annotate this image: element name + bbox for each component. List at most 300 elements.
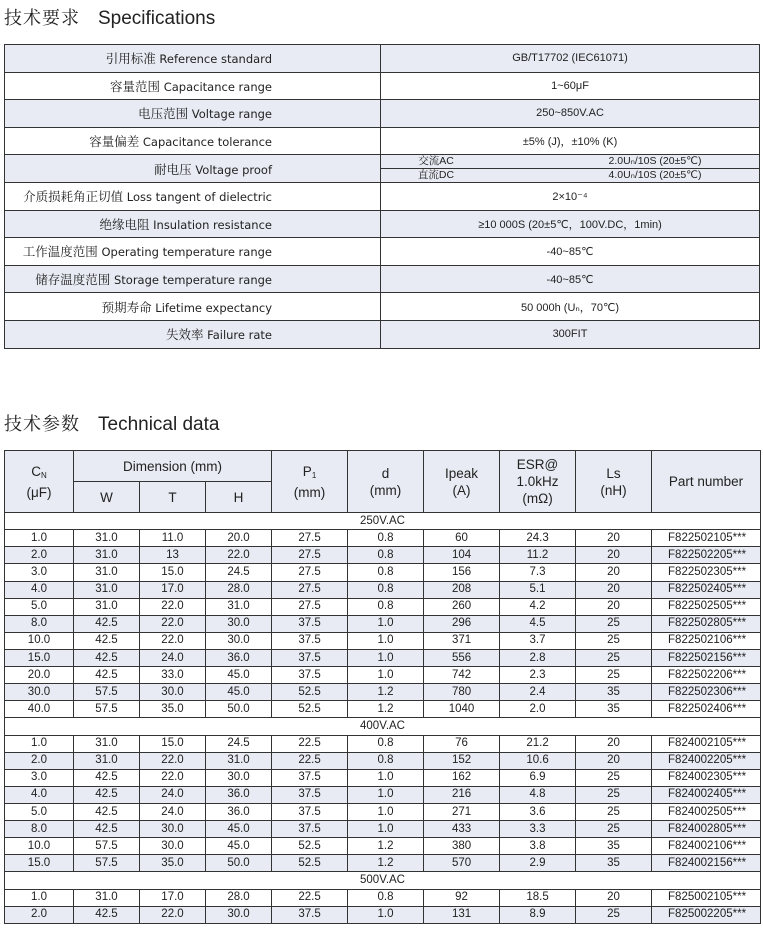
cell-w: 42.5 xyxy=(74,786,140,803)
cell-esr: 4.5 xyxy=(500,615,576,632)
specifications-table xyxy=(4,44,760,349)
spec-label-en: Reference standard xyxy=(159,52,272,67)
spec-label-en: Insulation resistance xyxy=(153,217,272,232)
table-row xyxy=(5,701,761,718)
spec-value: 300FIT xyxy=(381,320,760,348)
spec-row xyxy=(5,265,760,293)
cell-ipeak: 556 xyxy=(424,649,500,666)
voltage-group-label: 500V.AC xyxy=(5,872,761,889)
cell-capacitance: 15.0 xyxy=(5,649,74,666)
table-row xyxy=(5,632,761,649)
cell-ls: 25 xyxy=(576,632,652,649)
header-esr xyxy=(500,451,576,513)
cell-p1: 52.5 xyxy=(272,855,348,872)
cell-d: 1.0 xyxy=(348,821,424,838)
header-p1-symbol: P xyxy=(302,463,312,479)
cell-esr: 3.6 xyxy=(500,804,576,821)
table-row xyxy=(5,581,761,598)
cell-capacitance: 5.0 xyxy=(5,804,74,821)
cell-h: 36.0 xyxy=(206,649,272,666)
cell-h: 30.0 xyxy=(206,769,272,786)
cell-part-number: F824002805*** xyxy=(652,821,761,838)
cell-esr: 5.1 xyxy=(500,581,576,598)
table-row xyxy=(5,838,761,855)
table-row xyxy=(5,684,761,701)
cell-d: 0.8 xyxy=(348,547,424,564)
table-row xyxy=(5,821,761,838)
header-ls-unit: (nH) xyxy=(600,482,627,498)
table-row xyxy=(5,598,761,615)
cell-h: 24.5 xyxy=(206,564,272,581)
cell-capacitance: 3.0 xyxy=(5,564,74,581)
spec-label-en: Capacitance tolerance xyxy=(142,135,272,150)
spec-row xyxy=(5,320,760,348)
cell-h: 50.0 xyxy=(206,701,272,718)
cell-t: 22.0 xyxy=(140,769,206,786)
header-d-symbol: d xyxy=(381,465,390,481)
voltage-group-label: 400V.AC xyxy=(5,718,761,735)
spec-label-cn: 预期寿命 xyxy=(101,299,152,315)
cell-part-number: F822502505*** xyxy=(652,598,761,615)
header-ipeak xyxy=(424,451,500,513)
cell-part-number: F822502305*** xyxy=(652,564,761,581)
cell-part-number: F824002505*** xyxy=(652,804,761,821)
cell-h: 31.0 xyxy=(206,598,272,615)
cell-t: 22.0 xyxy=(140,906,206,923)
cell-h: 45.0 xyxy=(206,838,272,855)
cell-w: 42.5 xyxy=(74,804,140,821)
spec-label-cn: 失效率 xyxy=(165,327,204,343)
spec-row xyxy=(5,238,760,266)
cell-d: 1.2 xyxy=(348,684,424,701)
spec-row xyxy=(5,293,760,321)
cell-capacitance: 30.0 xyxy=(5,684,74,701)
cell-ipeak: 216 xyxy=(424,786,500,803)
table-row xyxy=(5,769,761,786)
spec-label-en: Failure rate xyxy=(207,328,272,343)
header-ls xyxy=(576,451,652,513)
cell-capacitance: 1.0 xyxy=(5,735,74,752)
cell-ls: 20 xyxy=(576,752,652,769)
cell-d: 1.2 xyxy=(348,838,424,855)
cell-w: 31.0 xyxy=(74,735,140,752)
cell-part-number: F822502406*** xyxy=(652,701,761,718)
table-row xyxy=(5,649,761,666)
header-p1-unit: (mm) xyxy=(293,484,326,500)
header-p1 xyxy=(272,451,348,513)
cell-p1: 37.5 xyxy=(272,667,348,684)
spec-value: 250~850V.AC xyxy=(381,100,760,128)
header-esr-unit: (mΩ) xyxy=(522,491,553,506)
cell-capacitance: 40.0 xyxy=(5,701,74,718)
cell-capacitance: 1.0 xyxy=(5,889,74,906)
cell-capacitance: 5.0 xyxy=(5,598,74,615)
cell-p1: 52.5 xyxy=(272,684,348,701)
cell-d: 0.8 xyxy=(348,581,424,598)
spec-label-en: Lifetime expectancy xyxy=(155,300,272,315)
cell-part-number: F825002105*** xyxy=(652,889,761,906)
header-h: H xyxy=(206,482,272,513)
cell-ls: 25 xyxy=(576,667,652,684)
table-row xyxy=(5,786,761,803)
cell-capacitance: 8.0 xyxy=(5,821,74,838)
spec-label-cn: 容量范围 xyxy=(110,78,161,94)
spec-value: -40~85℃ xyxy=(381,238,760,266)
voltage-group-row xyxy=(5,872,761,889)
spec-label-cn: 容量偏差 xyxy=(89,134,140,150)
cell-t: 24.0 xyxy=(140,786,206,803)
cell-ipeak: 271 xyxy=(424,804,500,821)
voltage-proof-type: 直流DC xyxy=(417,169,455,182)
cell-ipeak: 380 xyxy=(424,838,500,855)
cell-ipeak: 570 xyxy=(424,855,500,872)
spec-label-cn: 引用标准 xyxy=(105,51,156,67)
spec-label-cn: 介质损耗角正切值 xyxy=(23,189,124,205)
cell-w: 42.5 xyxy=(74,667,140,684)
cell-ls: 20 xyxy=(576,598,652,615)
cell-d: 1.2 xyxy=(348,701,424,718)
table-row xyxy=(5,547,761,564)
cell-ipeak: 780 xyxy=(424,684,500,701)
cell-w: 31.0 xyxy=(74,598,140,615)
spec-label-cn: 耐电压 xyxy=(154,161,192,177)
cell-w: 31.0 xyxy=(74,547,140,564)
spec-label-en: Capacitance range xyxy=(163,79,272,94)
cell-ls: 20 xyxy=(576,581,652,598)
cell-esr: 3.7 xyxy=(500,632,576,649)
cell-esr: 8.9 xyxy=(500,906,576,923)
table-row xyxy=(5,564,761,581)
cell-w: 57.5 xyxy=(74,855,140,872)
spec-value: GB/T17702 (IEC61071) xyxy=(381,45,760,73)
spec-label xyxy=(5,265,381,293)
cell-t: 35.0 xyxy=(140,701,206,718)
cell-part-number: F824002205*** xyxy=(652,752,761,769)
technical-data-header xyxy=(5,451,761,513)
cell-d: 1.0 xyxy=(348,786,424,803)
spec-label xyxy=(5,182,381,210)
cell-esr: 2.9 xyxy=(500,855,576,872)
cell-esr: 4.8 xyxy=(500,786,576,803)
cell-t: 22.0 xyxy=(140,752,206,769)
cell-ipeak: 260 xyxy=(424,598,500,615)
spec-label xyxy=(5,100,381,128)
cell-p1: 52.5 xyxy=(272,701,348,718)
cell-d: 1.2 xyxy=(348,855,424,872)
cell-h: 45.0 xyxy=(206,667,272,684)
cell-t: 24.0 xyxy=(140,649,206,666)
spec-row xyxy=(5,45,760,73)
cell-capacitance: 15.0 xyxy=(5,855,74,872)
header-esr-line2: 1.0kHz xyxy=(516,474,559,489)
header-t: T xyxy=(140,482,206,513)
cell-w: 42.5 xyxy=(74,649,140,666)
cell-p1: 37.5 xyxy=(272,649,348,666)
cell-p1: 37.5 xyxy=(272,632,348,649)
cell-capacitance: 4.0 xyxy=(5,786,74,803)
spec-label-cn: 绝缘电阻 xyxy=(99,216,150,232)
cell-esr: 11.2 xyxy=(500,547,576,564)
cell-esr: 2.8 xyxy=(500,649,576,666)
cell-p1: 22.5 xyxy=(272,752,348,769)
cell-ipeak: 131 xyxy=(424,906,500,923)
cell-h: 28.0 xyxy=(206,581,272,598)
cell-p1: 27.5 xyxy=(272,547,348,564)
spec-value: -40~85℃ xyxy=(381,265,760,293)
cell-p1: 37.5 xyxy=(272,786,348,803)
technical-data-body xyxy=(5,513,761,924)
cell-esr: 2.3 xyxy=(500,667,576,684)
voltage-proof-row xyxy=(381,168,759,182)
spec-value: ±5% (J)，±10% (K) xyxy=(381,127,760,155)
table-row xyxy=(5,889,761,906)
cell-w: 57.5 xyxy=(74,684,140,701)
cell-esr: 2.4 xyxy=(500,684,576,701)
cell-d: 0.8 xyxy=(348,735,424,752)
cell-d: 0.8 xyxy=(348,889,424,906)
cell-ipeak: 104 xyxy=(424,547,500,564)
cell-w: 42.5 xyxy=(74,906,140,923)
spec-label-en: Loss tangent of dielectric xyxy=(126,190,272,205)
cell-w: 31.0 xyxy=(74,564,140,581)
cell-w: 42.5 xyxy=(74,632,140,649)
specifications-title-cn: 技术要求 xyxy=(4,8,80,29)
cell-capacitance: 10.0 xyxy=(5,632,74,649)
cell-p1: 37.5 xyxy=(272,821,348,838)
table-row xyxy=(5,855,761,872)
cell-part-number: F822502805*** xyxy=(652,615,761,632)
cell-p1: 22.5 xyxy=(272,889,348,906)
specifications-title xyxy=(4,4,215,30)
spec-row xyxy=(5,127,760,155)
spec-label-cn: 工作温度范围 xyxy=(22,244,98,260)
header-ipeak-unit: (A) xyxy=(452,482,471,498)
cell-capacitance: 3.0 xyxy=(5,769,74,786)
cell-ipeak: 60 xyxy=(424,530,500,547)
voltage-proof-box xyxy=(381,155,759,182)
spec-value: 2×10⁻⁴ xyxy=(381,182,760,210)
header-capacitance xyxy=(5,451,74,513)
spec-label xyxy=(5,238,381,266)
cell-esr: 4.2 xyxy=(500,598,576,615)
header-d xyxy=(348,451,424,513)
cell-p1: 37.5 xyxy=(272,804,348,821)
cell-t: 30.0 xyxy=(140,838,206,855)
spec-row xyxy=(5,182,760,210)
specifications-title-en: Specifications xyxy=(98,8,216,29)
cell-capacitance: 4.0 xyxy=(5,581,74,598)
spec-row xyxy=(5,72,760,100)
technical-data-title-cn: 技术参数 xyxy=(4,414,80,435)
cell-w: 42.5 xyxy=(74,769,140,786)
cell-p1: 37.5 xyxy=(272,769,348,786)
spec-label xyxy=(5,72,381,100)
cell-h: 36.0 xyxy=(206,804,272,821)
cell-p1: 37.5 xyxy=(272,615,348,632)
cell-capacitance: 1.0 xyxy=(5,530,74,547)
cell-part-number: F824002156*** xyxy=(652,855,761,872)
header-esr-line1: ESR@ xyxy=(516,457,559,472)
header-d-unit: (mm) xyxy=(369,482,402,498)
table-row xyxy=(5,752,761,769)
cell-ls: 20 xyxy=(576,530,652,547)
cell-ls: 35 xyxy=(576,684,652,701)
cell-ls: 25 xyxy=(576,769,652,786)
cell-capacitance: 2.0 xyxy=(5,906,74,923)
cell-capacitance: 20.0 xyxy=(5,667,74,684)
voltage-group-row xyxy=(5,718,761,735)
cell-part-number: F822502405*** xyxy=(652,581,761,598)
cell-part-number: F824002106*** xyxy=(652,838,761,855)
table-row xyxy=(5,735,761,752)
cell-t: 22.0 xyxy=(140,598,206,615)
cell-d: 0.8 xyxy=(348,564,424,581)
cell-esr: 10.6 xyxy=(500,752,576,769)
voltage-proof-type: 交流AC xyxy=(418,155,454,168)
voltage-group-row xyxy=(5,513,761,530)
cell-h: 20.0 xyxy=(206,530,272,547)
spec-row xyxy=(5,155,760,183)
cell-h: 22.0 xyxy=(206,547,272,564)
voltage-proof-value: 4.0Uₙ/10S (20±5℃) xyxy=(608,169,702,182)
cell-p1: 22.5 xyxy=(272,735,348,752)
spec-label xyxy=(5,155,381,183)
technical-data-table xyxy=(4,450,761,924)
cell-ipeak: 162 xyxy=(424,769,500,786)
cell-h: 30.0 xyxy=(206,632,272,649)
cell-p1: 27.5 xyxy=(272,530,348,547)
cell-esr: 24.3 xyxy=(500,530,576,547)
cell-capacitance: 8.0 xyxy=(5,615,74,632)
cell-part-number: F824002405*** xyxy=(652,786,761,803)
spec-row xyxy=(5,100,760,128)
cell-h: 36.0 xyxy=(206,786,272,803)
cell-w: 42.5 xyxy=(74,821,140,838)
cell-part-number: F824002105*** xyxy=(652,735,761,752)
cell-w: 31.0 xyxy=(74,581,140,598)
cell-ls: 35 xyxy=(576,855,652,872)
spec-label-en: Voltage range xyxy=(191,107,272,122)
cell-p1: 27.5 xyxy=(272,581,348,598)
cell-d: 1.0 xyxy=(348,667,424,684)
cell-esr: 7.3 xyxy=(500,564,576,581)
cell-ls: 20 xyxy=(576,564,652,581)
cell-ipeak: 92 xyxy=(424,889,500,906)
cell-ipeak: 208 xyxy=(424,581,500,598)
cell-ipeak: 433 xyxy=(424,821,500,838)
header-ls-label: Ls xyxy=(606,465,621,481)
cell-d: 1.0 xyxy=(348,615,424,632)
spec-label xyxy=(5,320,381,348)
cell-d: 1.0 xyxy=(348,804,424,821)
cell-ls: 25 xyxy=(576,649,652,666)
cell-t: 13 xyxy=(140,547,206,564)
cell-t: 17.0 xyxy=(140,889,206,906)
cell-d: 1.0 xyxy=(348,906,424,923)
cell-ipeak: 371 xyxy=(424,632,500,649)
cell-d: 1.0 xyxy=(348,649,424,666)
cell-d: 1.0 xyxy=(348,632,424,649)
spec-label xyxy=(5,210,381,238)
voltage-proof-row xyxy=(381,155,759,168)
cell-ls: 20 xyxy=(576,889,652,906)
cell-t: 33.0 xyxy=(140,667,206,684)
spec-value: 1~60μF xyxy=(381,72,760,100)
spec-value: 50 000h (Uₙ，70℃) xyxy=(381,293,760,321)
spec-label xyxy=(5,293,381,321)
cell-d: 0.8 xyxy=(348,530,424,547)
cell-esr: 3.3 xyxy=(500,821,576,838)
spec-label-cn: 储存温度范围 xyxy=(35,272,111,288)
cell-t: 17.0 xyxy=(140,581,206,598)
cell-part-number: F824002305*** xyxy=(652,769,761,786)
cell-ls: 25 xyxy=(576,804,652,821)
cell-t: 35.0 xyxy=(140,855,206,872)
cell-ls: 35 xyxy=(576,701,652,718)
table-row xyxy=(5,530,761,547)
cell-p1: 27.5 xyxy=(272,564,348,581)
cell-capacitance: 10.0 xyxy=(5,838,74,855)
cell-esr: 21.2 xyxy=(500,735,576,752)
table-row xyxy=(5,667,761,684)
header-part-number: Part number xyxy=(652,451,761,513)
spec-label-cn: 电压范围 xyxy=(138,106,189,122)
spec-value xyxy=(381,155,760,183)
cell-w: 31.0 xyxy=(74,530,140,547)
cell-t: 24.0 xyxy=(140,804,206,821)
cell-w: 57.5 xyxy=(74,701,140,718)
cell-h: 24.5 xyxy=(206,735,272,752)
cell-ls: 25 xyxy=(576,786,652,803)
cell-w: 31.0 xyxy=(74,889,140,906)
header-ipeak-label: Ipeak xyxy=(445,465,479,481)
cell-t: 22.0 xyxy=(140,615,206,632)
header-capacitance-unit: (μF) xyxy=(26,484,52,500)
cell-ls: 20 xyxy=(576,547,652,564)
table-row xyxy=(5,615,761,632)
cell-part-number: F822502206*** xyxy=(652,667,761,684)
cell-capacitance: 2.0 xyxy=(5,547,74,564)
cell-esr: 3.8 xyxy=(500,838,576,855)
cell-p1: 37.5 xyxy=(272,906,348,923)
cell-ls: 25 xyxy=(576,821,652,838)
spec-row xyxy=(5,210,760,238)
cell-t: 30.0 xyxy=(140,684,206,701)
cell-h: 45.0 xyxy=(206,821,272,838)
cell-ipeak: 1040 xyxy=(424,701,500,718)
cell-ipeak: 156 xyxy=(424,564,500,581)
cell-ls: 25 xyxy=(576,906,652,923)
cell-h: 31.0 xyxy=(206,752,272,769)
cell-part-number: F822502156*** xyxy=(652,649,761,666)
cell-ls: 25 xyxy=(576,615,652,632)
spec-label-en: Operating temperature range xyxy=(101,245,272,260)
spec-value: ≥10 000S (20±5℃，100V.DC，1min) xyxy=(381,210,760,238)
cell-p1: 52.5 xyxy=(272,838,348,855)
cell-p1: 27.5 xyxy=(272,598,348,615)
cell-capacitance: 2.0 xyxy=(5,752,74,769)
cell-ipeak: 152 xyxy=(424,752,500,769)
cell-ipeak: 76 xyxy=(424,735,500,752)
cell-h: 50.0 xyxy=(206,855,272,872)
cell-part-number: F822502205*** xyxy=(652,547,761,564)
cell-h: 28.0 xyxy=(206,889,272,906)
cell-w: 57.5 xyxy=(74,838,140,855)
spec-label-en: Voltage proof xyxy=(195,162,272,177)
spec-label xyxy=(5,127,381,155)
cell-esr: 2.0 xyxy=(500,701,576,718)
cell-esr: 18.5 xyxy=(500,889,576,906)
